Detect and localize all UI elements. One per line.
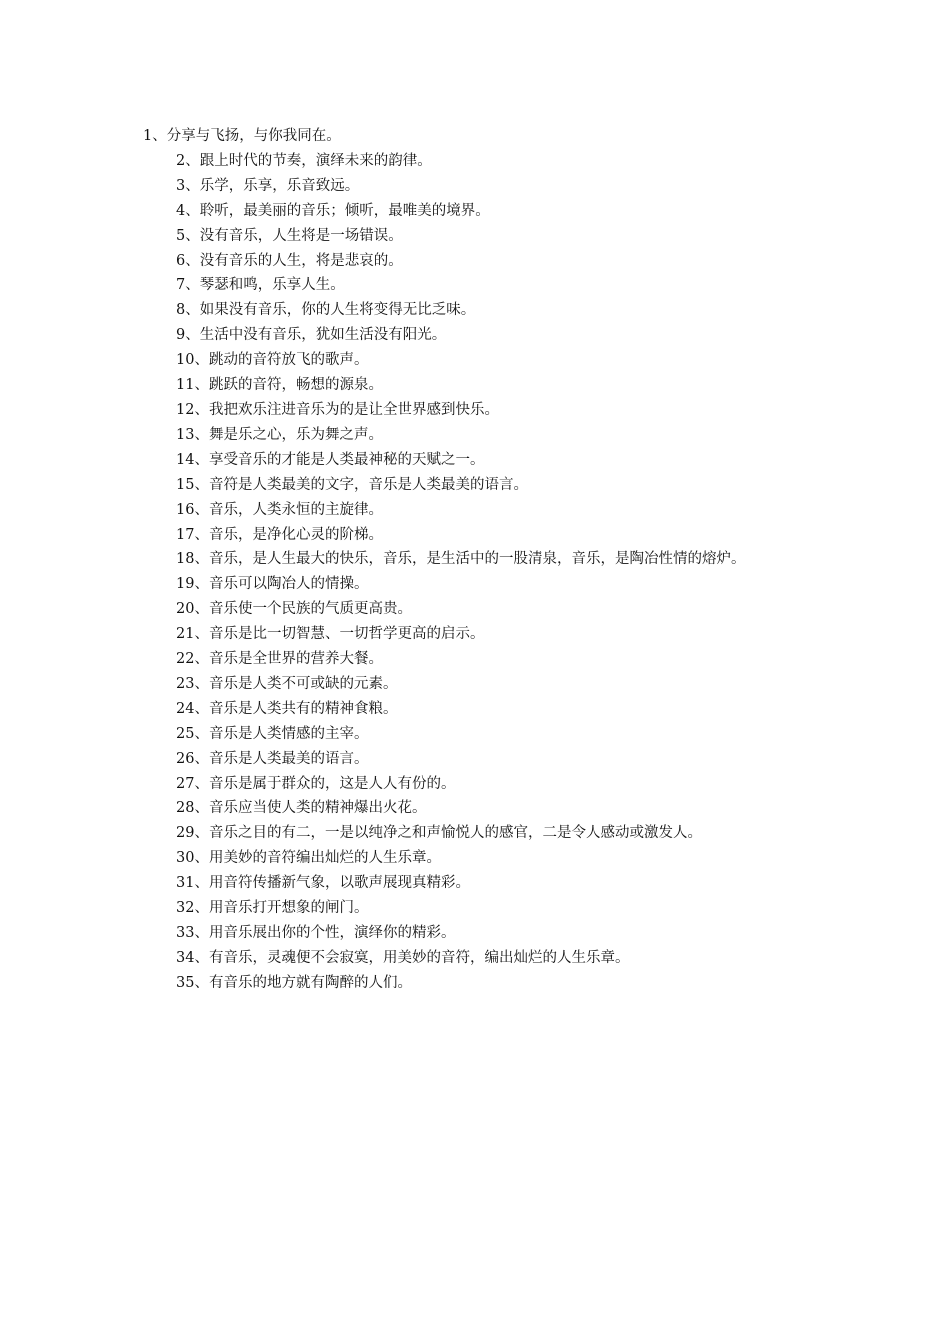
list-item: 35、有音乐的地方就有陶醉的人们。 xyxy=(176,974,412,991)
list-item: 26、音乐是人类最美的语言。 xyxy=(176,750,369,767)
list-item: 13、舞是乐之心，乐为舞之声。 xyxy=(176,426,383,443)
list-item: 23、音乐是人类不可或缺的元素。 xyxy=(176,675,398,692)
list-item: 22、音乐是全世界的营养大餐。 xyxy=(176,651,383,668)
list-item: 21、音乐是比一切智慧、一切哲学更高的启示。 xyxy=(176,626,485,643)
list-item: 1、分享与飞扬，与你我同在。 xyxy=(143,128,341,144)
list-item: 33、用音乐展出你的个性，演绎你的精彩。 xyxy=(176,925,456,941)
list-item: 16、音乐，人类永恒的主旋律。 xyxy=(176,501,383,518)
list-item: 24、音乐是人类共有的精神食粮。 xyxy=(176,700,398,717)
slogan-list xyxy=(0,124,950,996)
list-item: 15、音符是人类最美的文字，音乐是人类最美的语言。 xyxy=(176,476,528,493)
list-item: 27、音乐是属于群众的，这是人人有份的。 xyxy=(176,775,456,792)
list-item: 10、跳动的音符放飞的歌声。 xyxy=(176,352,369,369)
list-item: 19、音乐可以陶冶人的情操。 xyxy=(176,576,369,593)
list-item: 2、跟上时代的节奏，演绎未来的韵律。 xyxy=(176,152,432,169)
list-item: 3、乐学，乐享，乐音致远。 xyxy=(176,177,360,194)
list-item: 14、享受音乐的才能是人类最神秘的天赋之一。 xyxy=(176,451,485,468)
list-item: 25、音乐是人类情感的主宰。 xyxy=(176,725,369,742)
list-item: 4、聆听，最美丽的音乐；倾听，最唯美的境界。 xyxy=(176,202,490,219)
list-item: 31、用音符传播新气象，以歌声展现真精彩。 xyxy=(176,875,470,892)
list-item: 29、音乐之目的有二，一是以纯净之和声愉悦人的感官，二是令人感动或激发人。 xyxy=(176,825,702,842)
list-item: 17、音乐，是净化心灵的阶梯。 xyxy=(176,526,383,543)
list-item: 28、音乐应当使人类的精神爆出火花。 xyxy=(176,800,427,817)
list-item: 30、用美妙的音符编出灿烂的人生乐章。 xyxy=(176,850,441,867)
list-item: 5、没有音乐，人生将是一场错误。 xyxy=(176,227,403,244)
list-item: 6、没有音乐的人生，将是悲哀的。 xyxy=(176,252,403,269)
list-item: 11、跳跃的音符，畅想的源泉。 xyxy=(176,377,383,394)
list-item: 7、琴瑟和鸣，乐享人生。 xyxy=(176,277,345,294)
list-item: 12、我把欢乐注进音乐为的是让全世界感到快乐。 xyxy=(176,401,499,418)
list-item: 20、音乐使一个民族的气质更高贵。 xyxy=(176,601,412,618)
list-item: 18、音乐，是人生最大的快乐，音乐，是生活中的一股清泉，音乐，是陶冶性情的熔炉。 xyxy=(176,551,746,568)
list-item: 32、用音乐打开想象的闸门。 xyxy=(176,900,369,917)
list-item: 8、如果没有音乐，你的人生将变得无比乏味。 xyxy=(176,302,476,319)
list-item: 9、生活中没有音乐，犹如生活没有阳光。 xyxy=(176,327,447,344)
list-item: 34、有音乐，灵魂便不会寂寞，用美妙的音符，编出灿烂的人生乐章。 xyxy=(176,949,630,966)
